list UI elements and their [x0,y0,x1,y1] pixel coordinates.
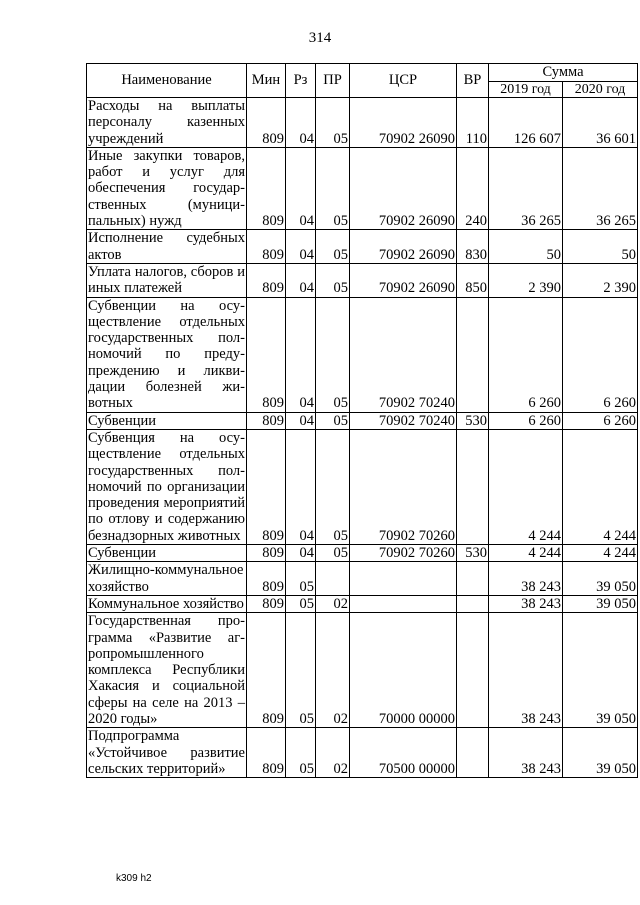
row-pr: 05 [316,147,350,229]
row-csr: 70500 00000 [350,728,457,778]
row-rz: 04 [286,297,316,412]
row-vr [457,595,489,612]
row-min: 809 [247,429,286,544]
table-row [87,297,638,412]
row-rz: 05 [286,595,316,612]
row-sum-2020: 36 265 [563,147,638,229]
row-min: 809 [247,230,286,264]
row-pr: 05 [316,412,350,429]
header-name: Наименование [87,64,247,98]
row-sum-2020: 4 244 [563,429,638,544]
row-sum-2019: 4 244 [489,429,563,544]
table-row [87,98,638,148]
row-pr: 05 [316,263,350,297]
table-row [87,263,638,297]
header-year-2019: 2019 год [489,82,563,98]
row-name: Коммунальное хозяйство [87,595,247,612]
row-sum-2019: 36 265 [489,147,563,229]
row-vr: 830 [457,230,489,264]
table-row [87,595,638,612]
row-sum-2020: 39 050 [563,613,638,728]
row-pr: 05 [316,545,350,562]
table-row [87,230,638,264]
row-pr: 02 [316,595,350,612]
row-min: 809 [247,263,286,297]
row-csr: 70902 26090 [350,230,457,264]
footer-code: k309 h2 [116,873,152,884]
table-row [87,728,638,778]
row-rz: 04 [286,429,316,544]
row-name: Субвенции на осуществление отдельных государственных полномочий по предупреждению и ликвидации болезней животных [88,297,245,412]
row-pr: 02 [316,613,350,728]
row-min: 809 [247,728,286,778]
row-csr: 70902 70240 [350,412,457,429]
table-row [87,545,638,562]
row-name: Субвенции [87,545,247,562]
row-vr: 850 [457,263,489,297]
row-pr: 02 [316,728,350,778]
row-vr: 530 [457,412,489,429]
row-min: 809 [247,297,286,412]
row-rz: 04 [286,147,316,229]
row-pr: 05 [316,230,350,264]
row-sum-2019: 2 390 [489,263,563,297]
row-rz: 05 [286,613,316,728]
row-sum-2020: 6 260 [563,297,638,412]
row-csr: 70902 26090 [350,147,457,229]
table-row [87,613,638,728]
row-sum-2020: 36 601 [563,98,638,148]
row-sum-2019: 6 260 [489,297,563,412]
header-sum: Сумма [489,64,638,82]
row-name: Уплата налогов, сборов и иных платежей [88,263,245,297]
row-sum-2019: 38 243 [489,595,563,612]
row-name: Жилищно-коммунальное хозяйство [87,562,247,596]
table-row [87,562,638,596]
row-sum-2020: 50 [563,230,638,264]
header-rz: Рз [286,64,316,98]
row-rz: 04 [286,545,316,562]
budget-table [86,63,638,778]
row-csr [350,562,457,596]
row-min: 809 [247,562,286,596]
row-sum-2020: 39 050 [563,595,638,612]
row-min: 809 [247,613,286,728]
row-sum-2019: 50 [489,230,563,264]
row-csr [350,595,457,612]
row-sum-2020: 39 050 [563,728,638,778]
header-vr: ВР [457,64,489,98]
row-name: Субвенция на осуществление отдельных государственных полномочий по организации проведения мероприятий по отлову и содержанию безнадзорных животных [88,429,245,544]
row-sum-2019: 4 244 [489,545,563,562]
row-vr [457,728,489,778]
row-min: 809 [247,545,286,562]
row-vr [457,297,489,412]
row-pr: 05 [316,98,350,148]
row-vr: 530 [457,545,489,562]
row-sum-2019: 126 607 [489,98,563,148]
table-row [87,429,638,544]
row-sum-2020: 6 260 [563,412,638,429]
row-csr: 70902 70260 [350,545,457,562]
row-vr: 240 [457,147,489,229]
row-rz: 04 [286,230,316,264]
table-row [87,147,638,229]
row-csr: 70902 70260 [350,429,457,544]
row-name: Расходы на выплаты персоналу казенных учреждений [88,98,245,147]
row-name: Иные закупки товаров, работ и услуг для обеспечения государственных (муниципальных) нужд [88,147,245,230]
row-rz: 05 [286,562,316,596]
row-vr: 110 [457,98,489,148]
row-vr [457,613,489,728]
header-year-2020: 2020 год [563,82,638,98]
row-sum-2019: 6 260 [489,412,563,429]
header-pr: ПР [316,64,350,98]
row-min: 809 [247,412,286,429]
row-min: 809 [247,98,286,148]
row-name: Субвенции [87,412,247,429]
row-min: 809 [247,147,286,229]
row-name: Государственная программа «Развитие агропромышленного комплекса Республики Хакасия и социальной сферы на селе на 2013 – 2020 годы» [88,613,245,727]
row-rz: 04 [286,412,316,429]
row-pr: 05 [316,297,350,412]
table-row [87,412,638,429]
row-vr [457,562,489,596]
row-csr: 70000 00000 [350,613,457,728]
row-pr: 05 [316,429,350,544]
row-csr: 70902 26090 [350,263,457,297]
row-vr [457,429,489,544]
page-number: 314 [308,30,332,46]
row-csr: 70902 70240 [350,297,457,412]
row-csr: 70902 26090 [350,98,457,148]
row-min: 809 [247,595,286,612]
row-sum-2020: 2 390 [563,263,638,297]
row-sum-2019: 38 243 [489,562,563,596]
header-min: Мин [247,64,286,98]
row-rz: 04 [286,263,316,297]
row-rz: 05 [286,728,316,778]
row-name: Исполнение судебных актов [88,230,245,263]
row-sum-2020: 39 050 [563,562,638,596]
row-sum-2019: 38 243 [489,613,563,728]
row-sum-2019: 38 243 [489,728,563,778]
row-rz: 04 [286,98,316,148]
row-pr [316,562,350,596]
row-sum-2020: 4 244 [563,545,638,562]
header-csr: ЦСР [350,64,457,98]
row-name: Подпрограмма «Устойчивое развитие сельских территорий» [88,728,245,777]
